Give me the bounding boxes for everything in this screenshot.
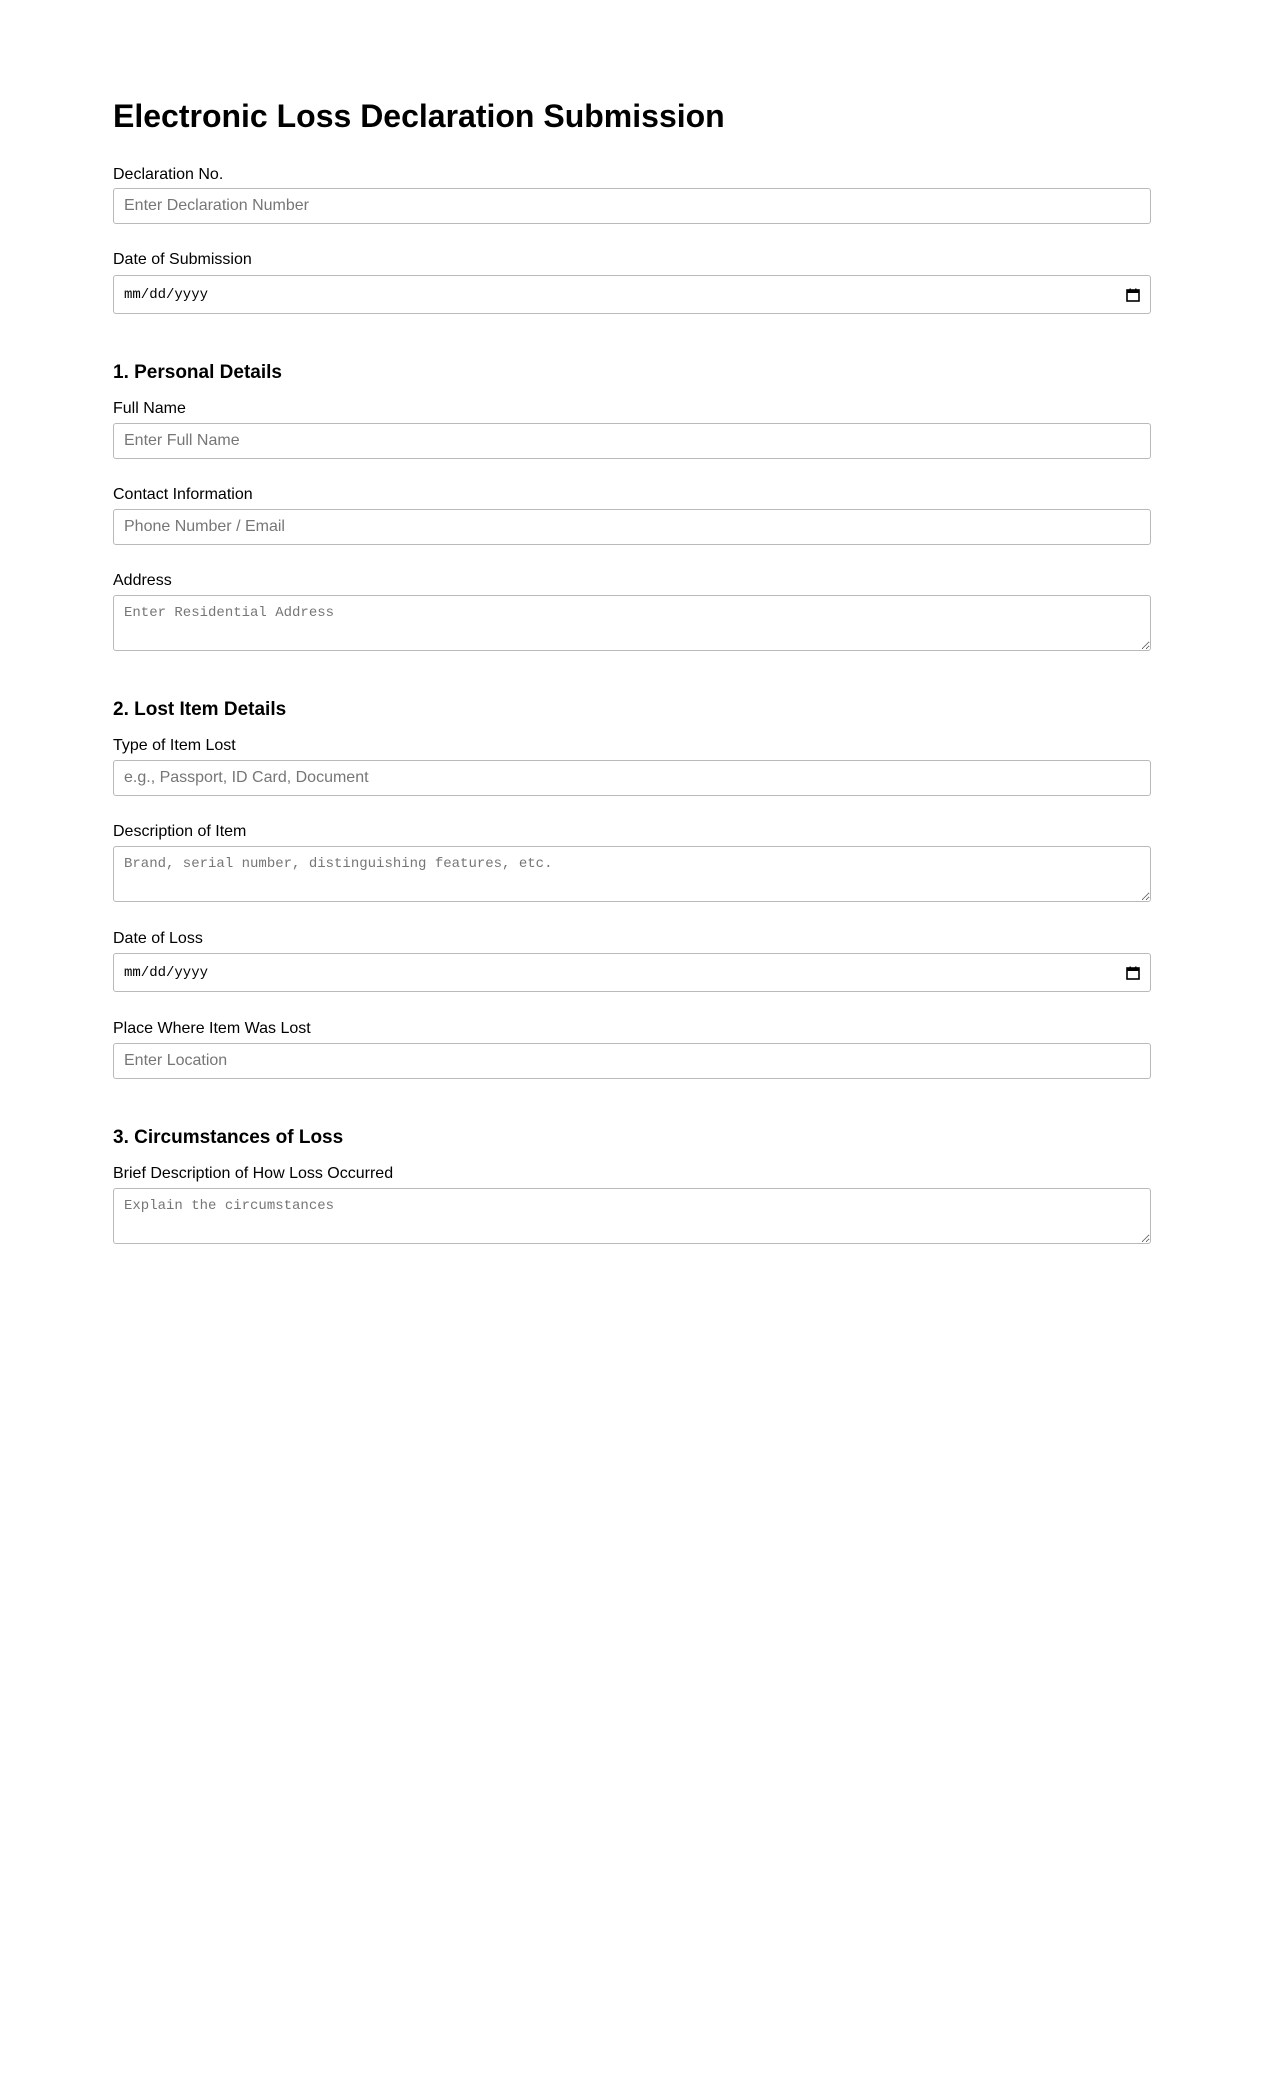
loss-date-value: mm/dd/yyyy [124, 964, 209, 981]
contact-info-label: Contact Information [113, 486, 253, 503]
full-name-input[interactable] [113, 423, 1151, 459]
loss-date-label: Date of Loss [113, 930, 203, 947]
declaration-number-label: Declaration No. [113, 166, 224, 183]
item-description-textarea[interactable] [113, 846, 1151, 902]
item-type-input[interactable] [113, 760, 1151, 796]
calendar-icon[interactable] [1126, 966, 1140, 980]
loss-declaration-form [113, 96, 1151, 1244]
full-name-label: Full Name [113, 400, 186, 417]
submission-date-input[interactable] [113, 275, 1151, 314]
circumstances-heading: 3. Circumstances of Loss [113, 1127, 344, 1148]
address-label: Address [113, 572, 172, 589]
loss-circumstances-textarea[interactable] [113, 1188, 1151, 1244]
loss-place-input[interactable] [113, 1043, 1151, 1079]
loss-circumstances-label: Brief Description of How Loss Occurred [113, 1165, 394, 1182]
lost-item-heading: 2. Lost Item Details [113, 699, 287, 720]
calendar-icon[interactable] [1126, 288, 1140, 302]
item-description-label: Description of Item [113, 823, 247, 840]
declaration-number-input[interactable] [113, 188, 1151, 224]
personal-details-heading: 1. Personal Details [113, 362, 282, 383]
loss-date-input[interactable] [113, 953, 1151, 992]
loss-place-label: Place Where Item Was Lost [113, 1020, 311, 1037]
address-textarea[interactable] [113, 595, 1151, 651]
contact-info-input[interactable] [113, 509, 1151, 545]
page-title: Electronic Loss Declaration Submission [113, 98, 725, 134]
item-type-label: Type of Item Lost [113, 737, 236, 754]
submission-date-label: Date of Submission [113, 251, 252, 268]
submission-date-value: mm/dd/yyyy [124, 286, 209, 303]
